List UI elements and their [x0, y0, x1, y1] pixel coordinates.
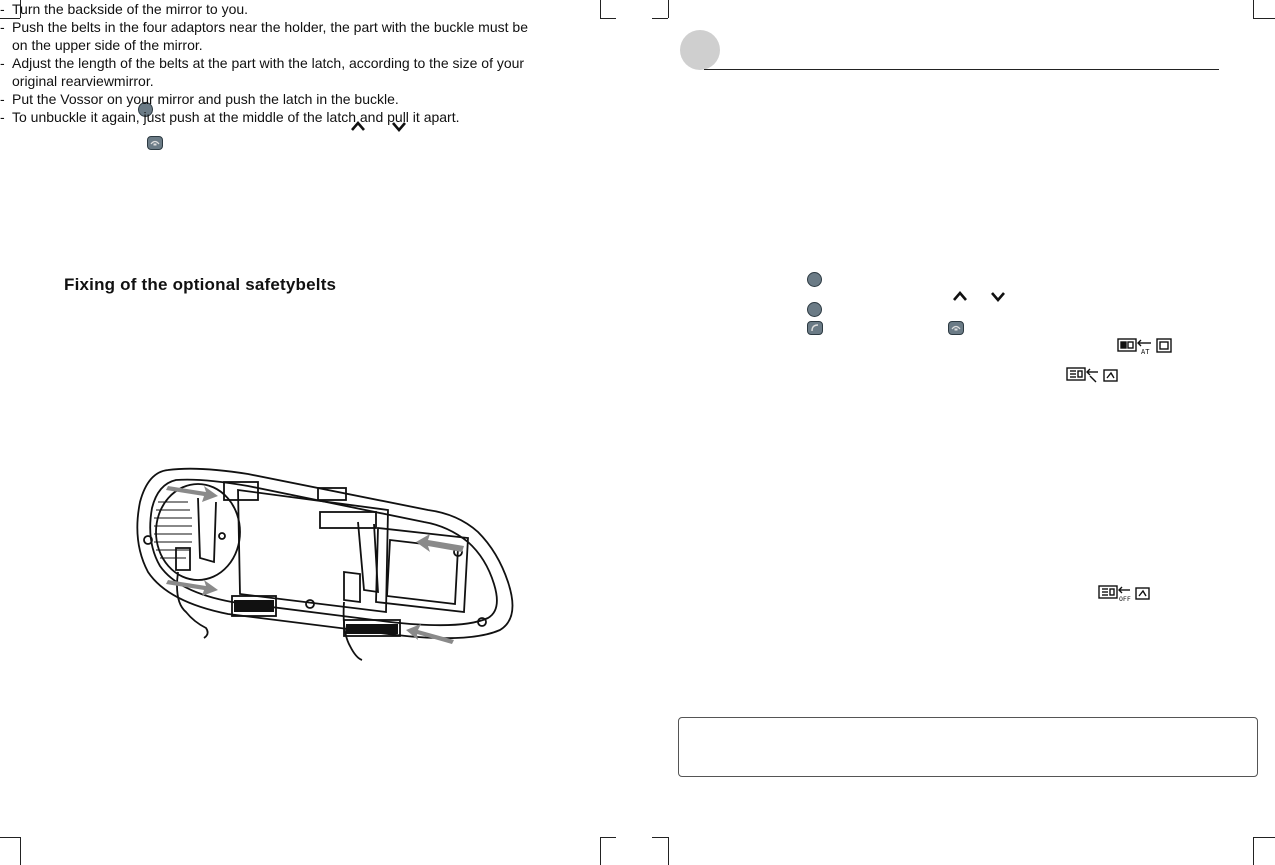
crop-mark	[1253, 837, 1275, 838]
crop-mark	[600, 837, 616, 838]
crop-mark	[668, 0, 669, 18]
svg-text:AT: AT	[1141, 348, 1150, 355]
crop-mark	[1253, 837, 1254, 865]
lcd-call-transfer-icon	[1066, 366, 1120, 384]
page-title: Fixing of the optional safetybelts	[64, 275, 337, 294]
list-item: - Push the belts in the four adaptors near the holder, the part with the buckle must be on the upper side of the mirror.	[0, 19, 528, 53]
instruction-list	[0, 0, 540, 126]
lcd-auto-answer-icon	[1117, 337, 1175, 355]
crop-mark	[20, 837, 21, 865]
pick-up-button-icon	[807, 321, 823, 335]
crop-mark	[600, 18, 616, 19]
section-number-circle	[680, 30, 720, 70]
crop-mark	[668, 837, 669, 865]
list-item: - Turn the backside of the mirror to you.	[0, 1, 249, 17]
crop-mark	[0, 837, 20, 838]
left-page	[0, 0, 1275, 294]
crop-mark	[600, 0, 601, 18]
list-item: - Put the Vossor on your mirror and push the latch in the buckle.	[0, 91, 399, 107]
round-button-icon	[807, 302, 822, 317]
chevron-down-icon	[990, 290, 1006, 302]
crop-mark	[652, 18, 668, 19]
hang-up-button-icon	[948, 321, 964, 335]
section-divider	[704, 69, 1219, 70]
list-item: - To unbuckle it again, just push at the middle of the latch and pull it apart.	[0, 109, 460, 125]
mirror-backside-illustration	[128, 462, 520, 672]
chevron-up-icon	[952, 290, 968, 302]
list-item: - Adjust the length of the belts at the part with the latch, according to the size of your original rearviewmirror.	[0, 55, 525, 89]
note-box	[678, 717, 1258, 777]
svg-text:OFF: OFF	[1119, 595, 1131, 602]
round-button-icon	[807, 272, 822, 287]
crop-mark	[600, 837, 601, 865]
hang-up-button-icon	[147, 136, 163, 150]
crop-mark	[652, 837, 668, 838]
lcd-off-icon	[1098, 584, 1152, 602]
crop-mark	[1253, 0, 1254, 18]
crop-mark	[1253, 18, 1275, 19]
